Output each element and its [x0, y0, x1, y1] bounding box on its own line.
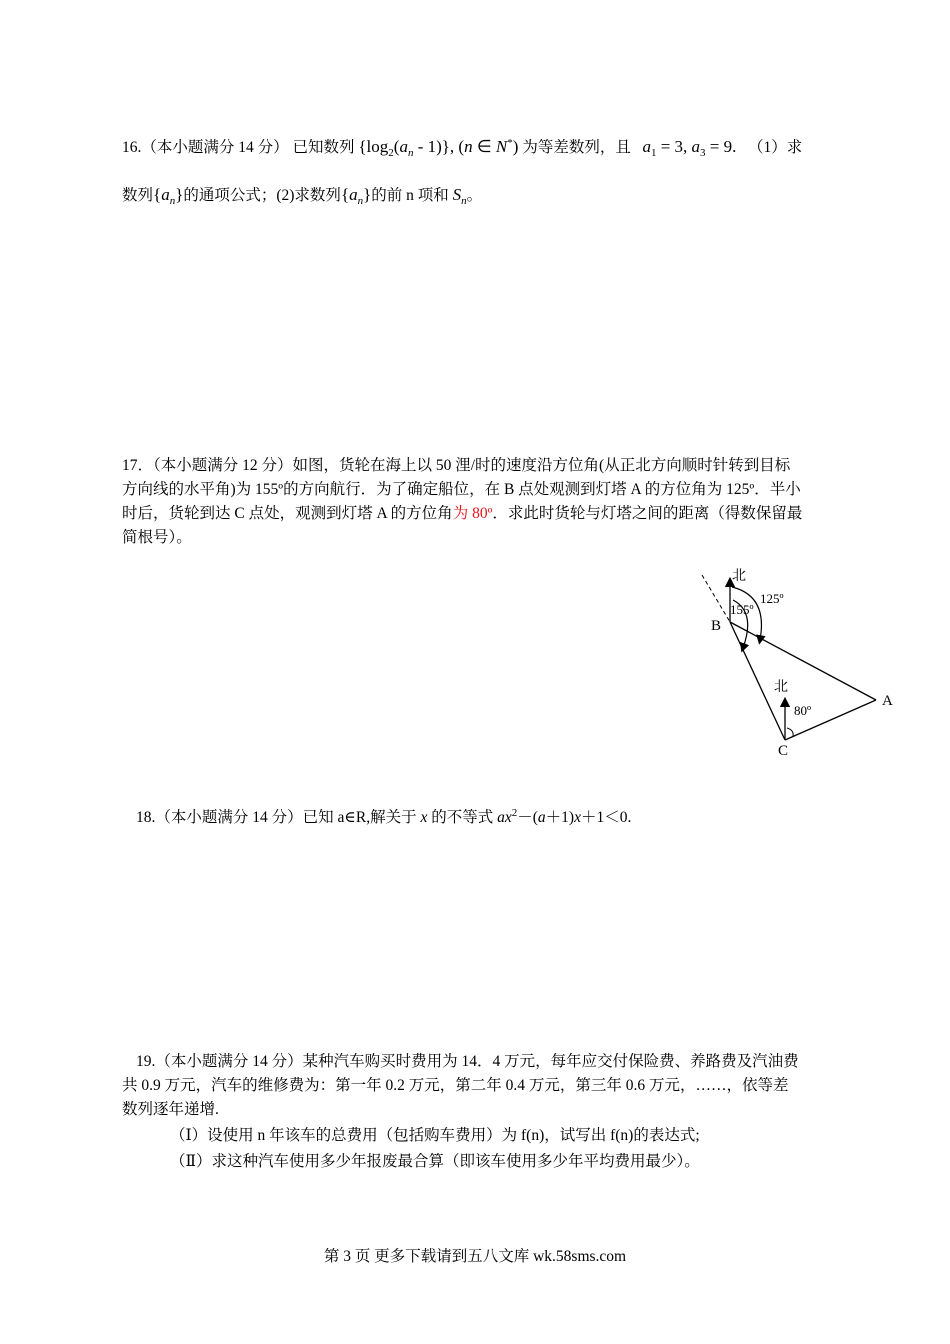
q18-plus: ＋1) — [545, 809, 575, 826]
arc-80 — [787, 728, 793, 736]
q16-brace-an-2: $\{a_n\}$ — [340, 185, 372, 207]
q17-line3 — [122, 502, 802, 526]
q19-line2: 共 0.9 万元，汽车的维修费为：第一年 0.2 万元，第二年 0.4 万元，第三年 0.6 万元，……，依等差 — [122, 1077, 789, 1094]
q18-minus: －( — [517, 809, 538, 826]
q18-tail: ＋1＜0. — [580, 809, 632, 826]
bearing-diagram — [690, 560, 910, 765]
label-125: 125º — [760, 591, 784, 606]
label-point-b: B — [711, 618, 722, 634]
q16-conditions: $a_1 = 3$, $a_3 = 9$. — [642, 137, 737, 159]
q18-x2: x — [574, 809, 581, 826]
label-155: 155º — [730, 602, 754, 617]
q17-line2: 方向线的水平角)为 155º的方向航行．为了确定船位，在 B 点处观测到灯塔 A 的方位角为 125º．半小 — [122, 481, 801, 498]
line-ba — [730, 622, 876, 700]
q19-part1: （Ⅰ）设使用 n 年该车的总费用（包括购车费用）为 f(n)，试写出 f(n)的表达式; — [170, 1127, 700, 1144]
q16-label: 16.（本小题满分 14 分） 已知数列 — [122, 139, 355, 156]
dashed-extension-line — [702, 575, 730, 622]
page-footer: 第 3 页 更多下载请到五八文库 wk.58sms.com — [323, 1248, 627, 1265]
q17-line3-highlight: 为 80º — [452, 505, 493, 522]
q17-line4: 简根号）。 — [122, 529, 192, 546]
q16-end: 。 — [466, 187, 483, 204]
q16-arith-text: 为等差数列，且 — [522, 139, 631, 156]
q16-line1 — [122, 131, 802, 165]
label-80: 80º — [794, 703, 812, 718]
label-north-mid: 北 — [774, 679, 788, 695]
q16-first-n: 的前 n 项和 — [371, 187, 449, 204]
label-point-c: C — [778, 743, 789, 759]
q18-square: 2 — [511, 807, 518, 819]
q18-prefix: 18.（本小题满分 14 分）已知 a∈R,解关于 — [136, 809, 421, 826]
q16-part1-tail: （1）求 — [748, 139, 803, 156]
q17-line3-b: ．求此时货轮与灯塔之间的距离（得数保留最 — [492, 505, 803, 522]
q18-a: a — [537, 809, 546, 826]
q19-line1: 19.（本小题满分 14 分）某种汽车购买时费用为 14．4 万元，每年应交付保险费、养路费及汽油费 — [136, 1053, 799, 1070]
q18-ax: ax — [497, 809, 512, 826]
q18-line — [136, 801, 631, 830]
q16-brace-an: $\{a_n\}$ — [153, 185, 184, 207]
q16-line2 — [122, 183, 482, 213]
q19-line3: 数列逐年递增. — [122, 1101, 219, 1118]
label-point-a: A — [882, 693, 893, 709]
q16-general-text: 的通项公式；(2)求数列 — [183, 187, 341, 204]
label-north-top: 北 — [732, 568, 746, 584]
q17-line1: 17．（本小题满分 12 分）如图，货轮在海上以 50 浬/时的速度沿方位角(从正北方向顺时针转到目标 — [122, 457, 791, 474]
q18-x: x — [420, 809, 428, 826]
q16-sequence-formula: $\{\log_2(a_n - 1)\}$, (n ∈ N*) — [358, 137, 519, 159]
q19-part2: （Ⅱ）求这种汽车使用多少年报废最合算（即该车使用多少年平均费用最少）。 — [170, 1153, 700, 1170]
q16-line2-start: 数列 — [122, 187, 154, 204]
q16-sum-symbol: $S_n$ — [452, 185, 467, 207]
q17-line3-a: 时后，货轮到达 C 点处，观测到灯塔 A 的方位角 — [122, 505, 453, 522]
q18-mid: 的不等式 — [427, 809, 498, 826]
